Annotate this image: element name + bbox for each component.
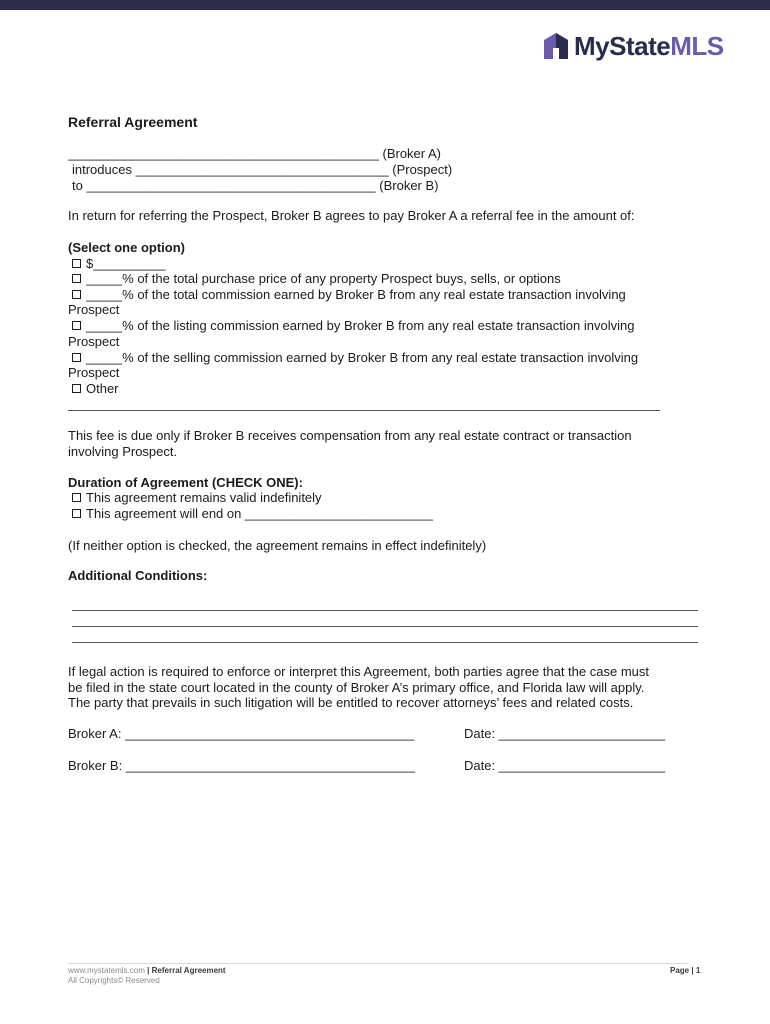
duration-note: (If neither option is checked, the agreement remains in effect indefinitely) xyxy=(68,538,487,553)
conditions-line[interactable] xyxy=(72,642,698,643)
legal-line-3: The party that prevails in such litigation will be entitled to recover attorneys’ fees and related costs. xyxy=(68,695,634,710)
signature-broker-a[interactable]: Broker A: ________________________________________ xyxy=(68,726,415,741)
logo-text-mystate: MyState xyxy=(574,31,671,61)
checkbox[interactable] xyxy=(72,509,81,518)
fee-note-line-2: involving Prospect. xyxy=(68,444,178,459)
option-commission-label: _____% of the total commission earned by Broker B from any real estate transaction involving xyxy=(86,287,626,302)
option-selling-label: _____% of the selling commission earned by Broker B from any real estate transaction involving xyxy=(86,350,639,365)
option-selling xyxy=(72,350,638,366)
checkbox[interactable] xyxy=(72,321,81,330)
footer-page-label: Page | xyxy=(670,966,694,975)
option-purchase-label: _____% of the total purchase price of any property Prospect buys, sells, or options xyxy=(86,271,561,286)
footer-copyright: All Copyrights© Reserved xyxy=(68,976,160,985)
logo-text-mls: MLS xyxy=(670,31,724,61)
duration-heading: Duration of Agreement (CHECK ONE): xyxy=(68,475,303,490)
checkbox[interactable] xyxy=(72,493,81,502)
other-fill-line[interactable] xyxy=(68,410,660,411)
footer-site: www.mystatemls.com xyxy=(68,966,145,975)
footer-page-number xyxy=(670,966,700,976)
option-dollar xyxy=(72,256,166,272)
checkbox[interactable] xyxy=(72,274,81,283)
option-listing-label: _____% of the listing commission earned by Broker B from any real estate transaction involving xyxy=(86,318,635,333)
duration-option-indefinite xyxy=(72,490,322,506)
option-listing-continued: Prospect xyxy=(68,334,120,349)
duration-option-end-date xyxy=(72,506,433,522)
conditions-line[interactable] xyxy=(72,626,698,627)
legal-line-2: be filed in the state court located in the county of Broker A’s primary office, and Florida law will apply. xyxy=(68,680,645,695)
party-broker-b: to ________________________________________ (Broker B) xyxy=(72,178,439,193)
footer-left xyxy=(68,966,226,976)
duration-option-indefinite-label: This agreement remains valid indefinitely xyxy=(86,490,322,505)
footer-doc-name: Referral Agreement xyxy=(151,966,226,975)
option-other xyxy=(72,381,119,397)
option-purchase xyxy=(72,271,561,287)
option-listing xyxy=(72,318,634,334)
legal-line-1: If legal action is required to enforce or interpret this Agreement, both parties agree that the case must xyxy=(68,664,649,679)
page-title: Referral Agreement xyxy=(68,114,198,130)
checkbox[interactable] xyxy=(72,290,81,299)
brand-logo xyxy=(543,29,724,63)
select-heading: (Select one option) xyxy=(68,240,185,255)
conditions-line[interactable] xyxy=(72,610,698,611)
conditions-heading: Additional Conditions: xyxy=(68,568,208,583)
option-other-label: Other xyxy=(86,381,119,396)
party-prospect: introduces ___________________________________ (Prospect) xyxy=(72,162,453,177)
top-bar xyxy=(0,0,770,10)
house-logo-icon xyxy=(543,32,569,60)
date-broker-a[interactable]: Date: _______________________ xyxy=(464,726,665,741)
fee-note-line-1: This fee is due only if Broker B receives compensation from any real estate contract or transaction xyxy=(68,428,632,443)
footer-page-value: 1 xyxy=(695,966,701,975)
footer-divider xyxy=(68,963,688,964)
option-selling-continued: Prospect xyxy=(68,365,120,380)
signature-broker-b[interactable]: Broker B: ________________________________________ xyxy=(68,758,415,773)
checkbox[interactable] xyxy=(72,353,81,362)
duration-option-end-date-label: This agreement will end on __________________________ xyxy=(86,506,433,521)
option-commission-continued: Prospect xyxy=(68,302,120,317)
checkbox[interactable] xyxy=(72,384,81,393)
option-commission xyxy=(72,287,626,303)
party-broker-a: ___________________________________________ (Broker A) xyxy=(68,146,442,161)
date-broker-b[interactable]: Date: _______________________ xyxy=(464,758,665,773)
intro-paragraph: In return for referring the Prospect, Broker B agrees to pay Broker A a referral fee in the amount of: xyxy=(68,208,635,223)
footer-separator: | xyxy=(147,966,150,975)
checkbox[interactable] xyxy=(72,259,81,268)
option-dollar-label: $__________ xyxy=(86,256,166,271)
